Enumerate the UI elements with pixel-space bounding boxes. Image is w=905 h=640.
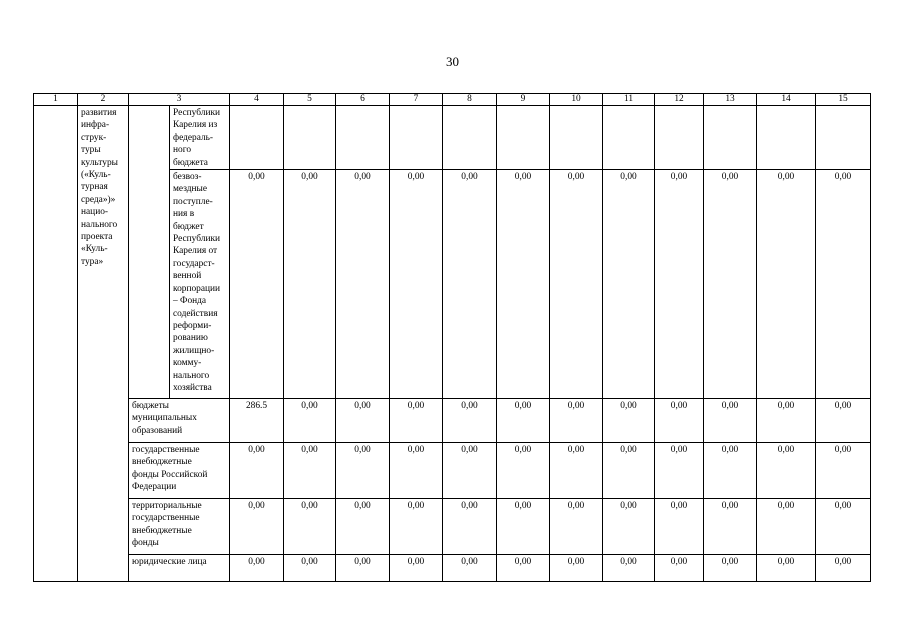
header-cell: 6 [336, 94, 390, 106]
value-cell: 0,00 [550, 555, 603, 582]
value-cell: 0,00 [550, 443, 603, 499]
value-cell: 0,00 [603, 443, 655, 499]
value-cell: 0,00 [443, 555, 497, 582]
value-cell: 0,00 [603, 499, 655, 555]
value-cell [230, 106, 284, 170]
value-cell: 0,00 [816, 170, 871, 399]
value-cell: 0,00 [284, 170, 336, 399]
value-cell: 0,00 [336, 399, 390, 443]
value-cell: 0,00 [757, 399, 816, 443]
value-cell [757, 106, 816, 170]
header-cell: 9 [497, 94, 550, 106]
value-cell: 0,00 [284, 443, 336, 499]
value-cell: 0,00 [655, 555, 704, 582]
value-cell: 0,00 [704, 170, 757, 399]
value-cell: 0,00 [390, 555, 443, 582]
value-cell: 0,00 [443, 499, 497, 555]
header-cell: 10 [550, 94, 603, 106]
value-cell: 0,00 [816, 499, 871, 555]
header-cell: 4 [230, 94, 284, 106]
value-cell: 0,00 [704, 443, 757, 499]
row-number-cell [34, 106, 78, 582]
header-cell: 15 [816, 94, 871, 106]
value-cell: 0,00 [757, 443, 816, 499]
value-cell [603, 106, 655, 170]
value-cell: 0,00 [816, 399, 871, 443]
header-cell: 5 [284, 94, 336, 106]
funding-source-cell: безвоз- мездные поступле- ния в бюджет Республики Карелия от государст- венной корпорации – Фонда содействия реформи- рованию жилищно- комму- нального хозяйства [170, 170, 230, 399]
header-row [34, 94, 871, 106]
value-cell [336, 106, 390, 170]
data-table [33, 93, 871, 582]
value-cell: 0,00 [816, 443, 871, 499]
header-cell: 12 [655, 94, 704, 106]
value-cell: 0,00 [816, 555, 871, 582]
value-cell: 0,00 [497, 555, 550, 582]
value-cell: 0,00 [550, 499, 603, 555]
value-cell: 0,00 [655, 499, 704, 555]
value-cell: 0,00 [655, 443, 704, 499]
value-cell: 0,00 [603, 555, 655, 582]
value-cell: 0,00 [603, 399, 655, 443]
header-cell: 14 [757, 94, 816, 106]
page-number: 30 [446, 54, 459, 69]
value-cell: 0,00 [704, 499, 757, 555]
value-cell: 0,00 [230, 170, 284, 399]
value-cell: 0,00 [390, 170, 443, 399]
blank-subcell [129, 106, 170, 399]
header-cell: 7 [390, 94, 443, 106]
value-cell: 0,00 [390, 443, 443, 499]
funding-source-cell: бюджеты муниципальных образований [129, 399, 230, 443]
value-cell: 0,00 [550, 399, 603, 443]
value-cell: 0,00 [284, 499, 336, 555]
value-cell [497, 106, 550, 170]
value-cell: 0,00 [757, 499, 816, 555]
value-cell: 0,00 [443, 399, 497, 443]
header-cell: 8 [443, 94, 497, 106]
funding-source-cell: юридические лица [129, 555, 230, 582]
table-row [34, 555, 871, 582]
value-cell: 0,00 [603, 170, 655, 399]
value-cell: 0,00 [757, 555, 816, 582]
event-name-cell: развития инфра- струк- туры культуры («Куль- турная среда»)» нацио- нального проекта «Куль- тура» [78, 106, 129, 582]
header-cell: 11 [603, 94, 655, 106]
value-cell: 0,00 [230, 499, 284, 555]
value-cell: 0,00 [336, 555, 390, 582]
value-cell: 0,00 [230, 443, 284, 499]
table-row [34, 443, 871, 499]
value-cell [390, 106, 443, 170]
value-cell [655, 106, 704, 170]
value-cell: 0,00 [704, 399, 757, 443]
header-cell: 2 [78, 94, 129, 106]
value-cell [550, 106, 603, 170]
value-cell: 0,00 [497, 499, 550, 555]
value-cell [816, 106, 871, 170]
value-cell: 0,00 [497, 170, 550, 399]
header-cell: 3 [129, 94, 230, 106]
table-row [34, 106, 871, 170]
table-row [34, 399, 871, 443]
value-cell: 0,00 [336, 170, 390, 399]
table-row [34, 499, 871, 555]
value-cell: 0,00 [230, 555, 284, 582]
value-cell [704, 106, 757, 170]
header-cell: 13 [704, 94, 757, 106]
value-cell [443, 106, 497, 170]
funding-source-cell: Республики Карелия из федераль- ного бюджета [170, 106, 230, 170]
value-cell: 0,00 [655, 170, 704, 399]
value-cell: 0,00 [550, 170, 603, 399]
value-cell: 0,00 [655, 399, 704, 443]
value-cell: 0,00 [757, 170, 816, 399]
value-cell: 0,00 [443, 443, 497, 499]
header-cell: 1 [34, 94, 78, 106]
value-cell: 0,00 [336, 443, 390, 499]
funding-source-cell: государственные внебюджетные фонды Российской Федерации [129, 443, 230, 499]
value-cell: 0,00 [390, 499, 443, 555]
value-cell: 286.5 [230, 399, 284, 443]
value-cell: 0,00 [284, 555, 336, 582]
value-cell: 0,00 [704, 555, 757, 582]
value-cell: 0,00 [336, 499, 390, 555]
value-cell [284, 106, 336, 170]
value-cell: 0,00 [497, 443, 550, 499]
value-cell: 0,00 [497, 399, 550, 443]
value-cell: 0,00 [284, 399, 336, 443]
value-cell: 0,00 [390, 399, 443, 443]
funding-source-cell: территориальные государственные внебюджетные фонды [129, 499, 230, 555]
value-cell: 0,00 [443, 170, 497, 399]
